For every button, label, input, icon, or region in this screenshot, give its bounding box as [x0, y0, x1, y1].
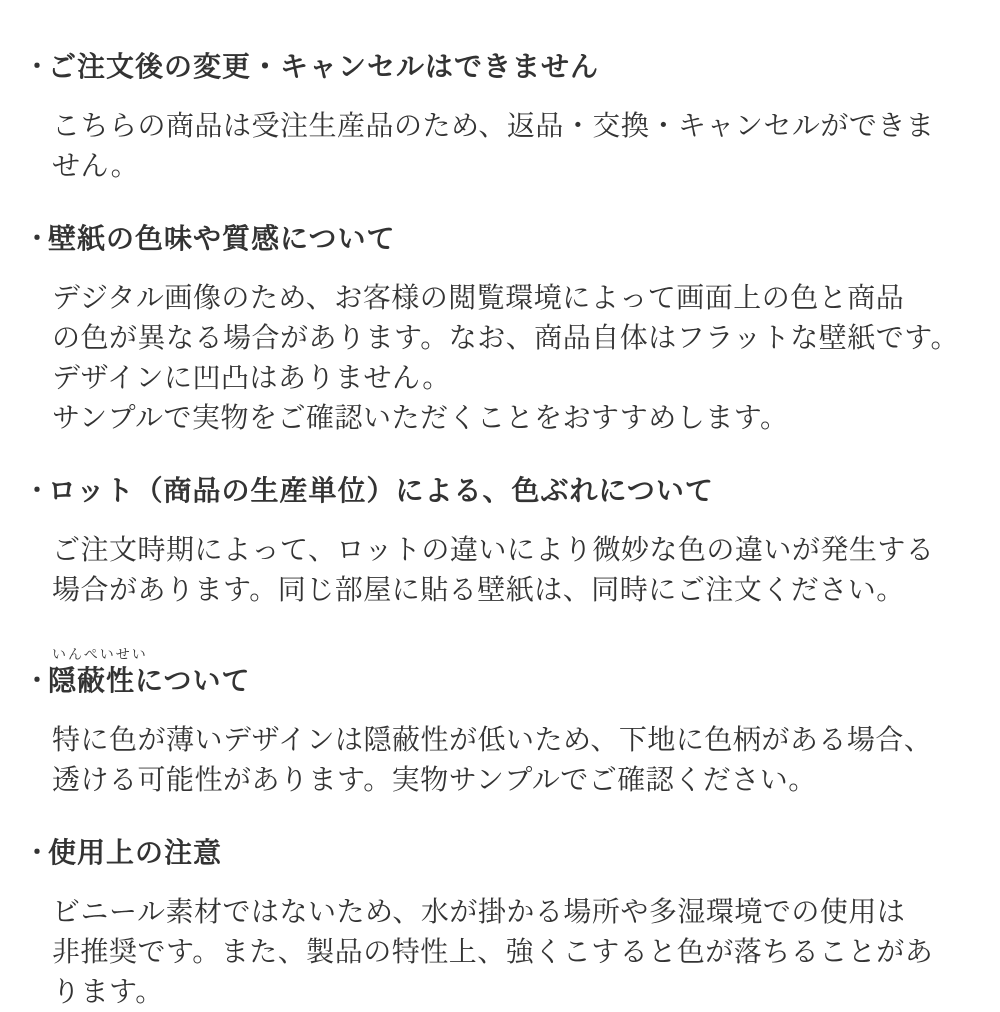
bullet-icon: ・	[25, 839, 50, 866]
body-line: 透ける可能性があります。実物サンプルでご確認ください。	[52, 764, 817, 795]
section-body	[52, 278, 972, 438]
body-line: せん。	[52, 150, 140, 181]
section-heading: 壁紙の色味や質感について	[48, 223, 396, 254]
section-heading: 隠蔽性について	[48, 665, 251, 696]
section-heading-row	[25, 50, 972, 84]
body-line: デジタル画像のため、お客様の閲覧環境によって画面上の色と商品	[52, 282, 905, 313]
section-body	[52, 892, 972, 1012]
body-line: 特に色が薄いデザインは隠蔽性が低いため、下地に色柄がある場合、	[52, 724, 933, 755]
body-line: サンプルで実物をご確認いただくことをおすすめします。	[52, 402, 789, 433]
section-body	[52, 720, 972, 800]
section-heading-row	[25, 664, 972, 698]
section-heading-row	[25, 836, 972, 870]
body-line: デザインに凹凸はありません。	[52, 362, 451, 393]
section-heading: ロット（商品の生産単位）による、色ぶれについて	[48, 475, 714, 506]
section-body	[52, 530, 972, 610]
furigana-text: いんぺいせい	[52, 646, 148, 662]
section-usage-precautions	[25, 836, 972, 1012]
body-line: こちらの商品は受注生産品のため、返品・交換・キャンセルができま	[52, 110, 935, 141]
body-line: ります。	[52, 976, 164, 1007]
body-line: 非推奨です。また、製品の特性上、強くこすると色が落ちることがあ	[52, 936, 934, 967]
body-line: ご注文時期によって、ロットの違いにより微妙な色の違いが発生する	[52, 534, 935, 565]
bullet-icon: ・	[25, 667, 50, 694]
section-heading-row	[25, 222, 972, 256]
section-heading: 使用上の注意	[48, 837, 223, 868]
body-line: の色が異なる場合があります。なお、商品自体はフラットな壁紙です。	[52, 322, 959, 353]
bullet-icon: ・	[25, 477, 50, 504]
bullet-icon: ・	[25, 225, 50, 252]
section-heading-row	[25, 474, 972, 508]
section-cancellation-policy	[25, 50, 972, 186]
section-body	[52, 106, 972, 186]
section-opacity	[25, 646, 972, 800]
section-lot-variation	[25, 474, 972, 610]
bullet-icon: ・	[25, 53, 50, 80]
body-line: 場合があります。同じ部屋に貼る壁紙は、同時にご注文ください。	[52, 574, 905, 605]
section-heading: ご注文後の変更・キャンセルはできません	[48, 51, 600, 82]
body-line: ビニール素材ではないため、水が掛かる場所や多湿環境での使用は	[52, 896, 906, 927]
section-color-texture	[25, 222, 972, 438]
